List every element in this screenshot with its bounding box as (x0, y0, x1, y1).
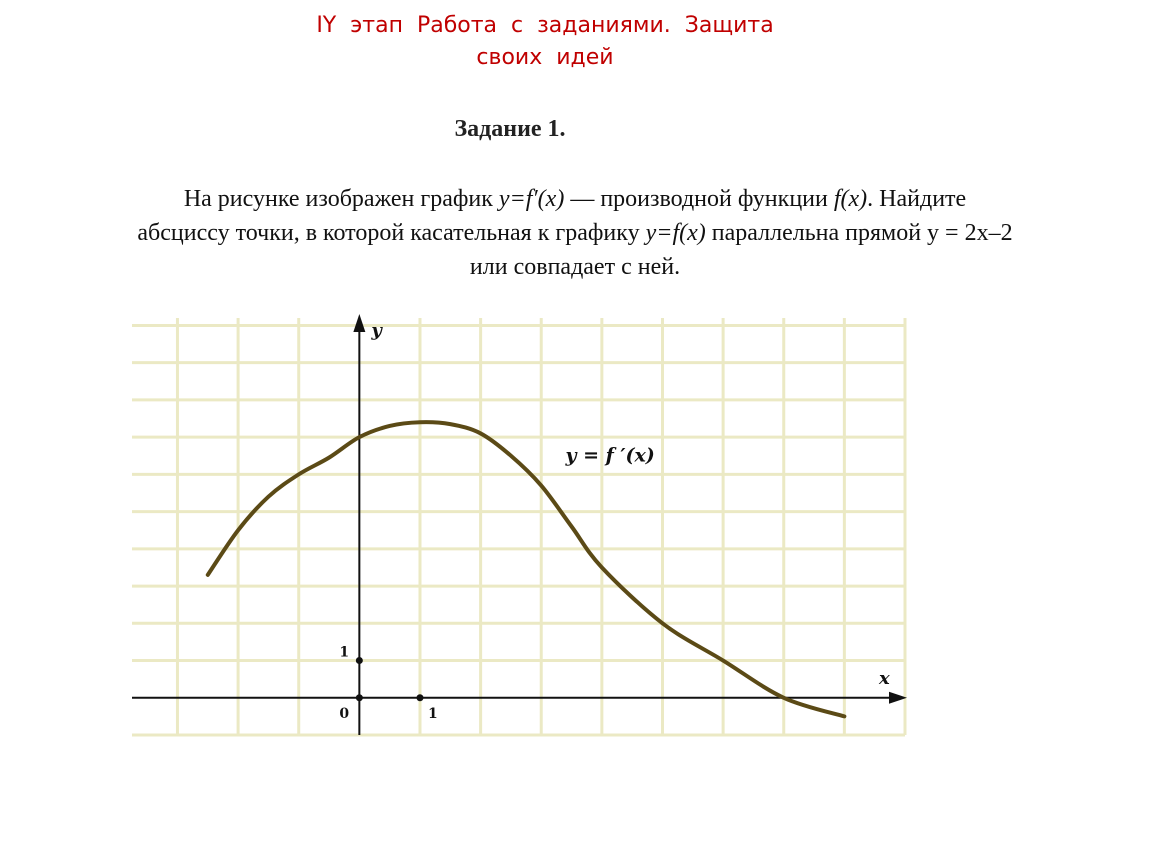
formula-function: f(x) (833, 186, 868, 212)
x-tick-1-dot (416, 694, 423, 701)
x-tick-label: 1 (427, 705, 438, 722)
problem-text: — производной функции (564, 186, 834, 212)
problem-text: . Найдите (867, 186, 967, 212)
problem-text: параллельна прямой y = 2x–2 (705, 220, 1013, 246)
problem-line-3: или совпадает с ней. (469, 254, 681, 280)
origin-dot (356, 694, 363, 701)
problem-text: На рисунке изображен график (183, 186, 499, 212)
y-tick-label: 1 (339, 644, 350, 661)
curve-f-prime (208, 422, 845, 716)
origin-label: 0 (339, 705, 350, 722)
task-title: Задание 1. (454, 116, 566, 142)
y-axis-arrow (353, 314, 365, 332)
formula-derivative: y=f′(x) (498, 186, 565, 212)
y-axis-label: y (371, 320, 382, 341)
heading-line-1: IY этап Работа с заданиями. Защита (316, 13, 774, 38)
heading-line-2: своих идей (476, 45, 614, 70)
x-axis-label: x (879, 667, 890, 689)
problem-text: абсциссу точки, в которой касательная к графику (137, 220, 646, 246)
grid (132, 318, 905, 735)
formula-graph: y=f(x) (645, 220, 706, 246)
axes (132, 314, 907, 735)
y-tick-1-dot (356, 657, 363, 664)
curve-label: y = f ′(x) (565, 444, 655, 467)
